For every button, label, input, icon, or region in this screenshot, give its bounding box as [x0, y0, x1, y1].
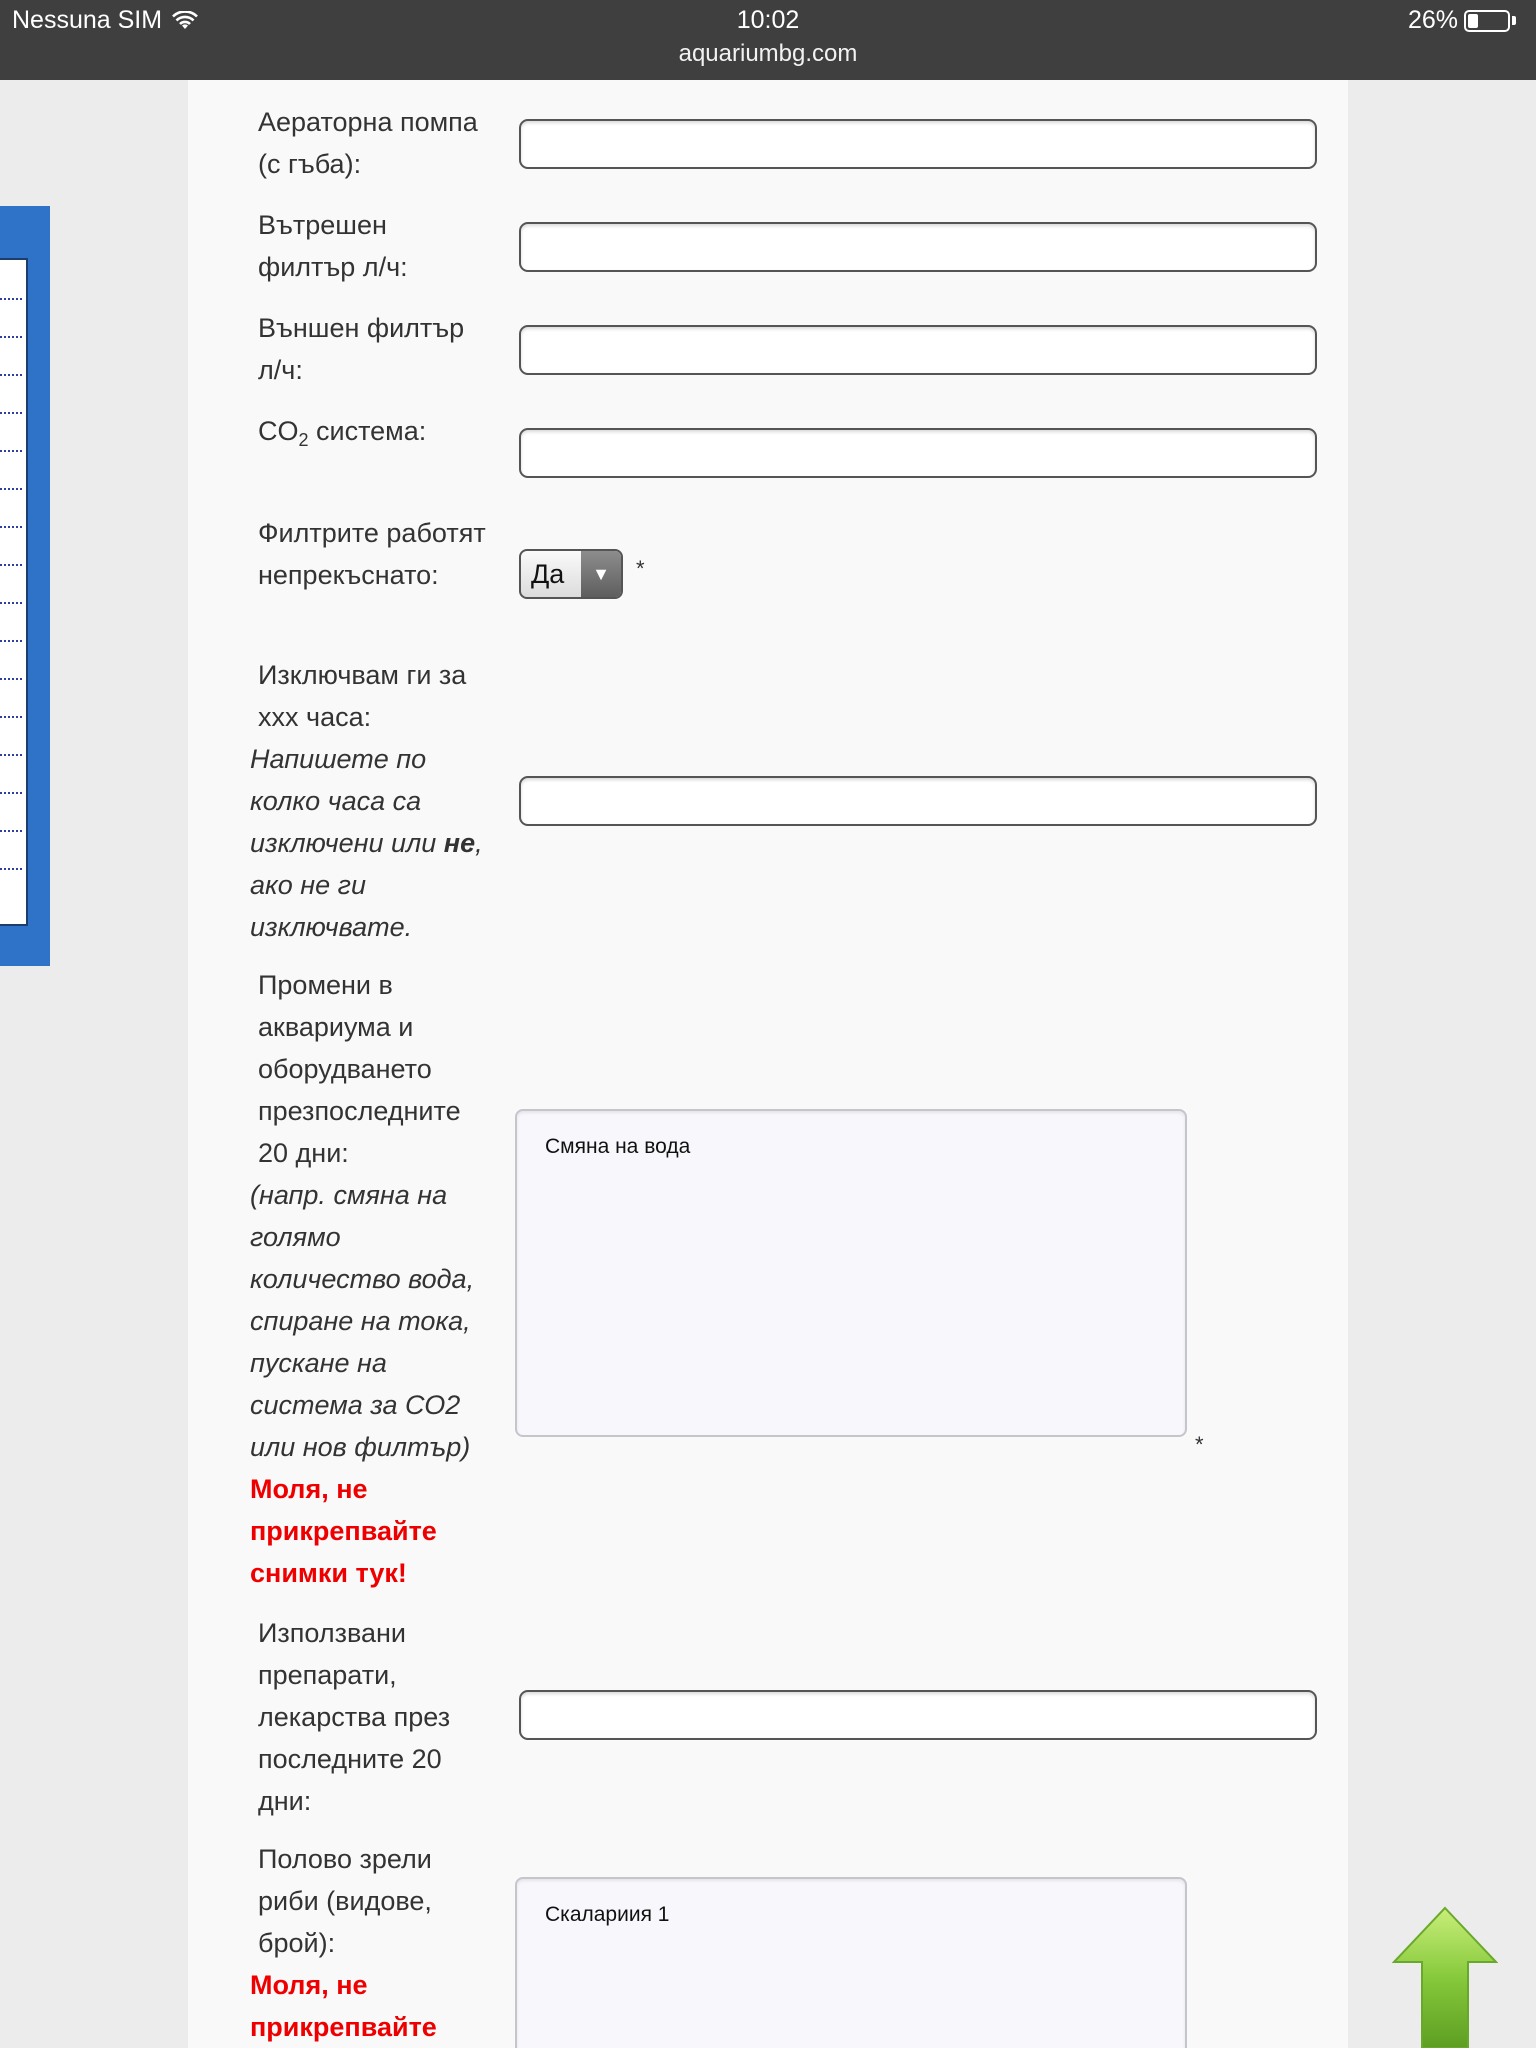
side-list-divider [0, 488, 22, 490]
side-widget-list [0, 258, 28, 926]
side-list-divider [0, 678, 22, 680]
internal-filter-label [250, 204, 490, 288]
side-list-divider [0, 412, 22, 414]
side-list-divider [0, 640, 22, 642]
changes-textarea[interactable]: Смяна на вода [515, 1109, 1187, 1437]
side-list-divider [0, 374, 22, 376]
carrier-label: Nessuna SIM [12, 6, 163, 34]
side-list-divider [0, 602, 22, 604]
switch-off-hint-part1: Напишете по колко часа са изключени или [250, 744, 444, 858]
side-list-divider [0, 526, 22, 528]
triangle-down-icon: ▼ [581, 551, 621, 597]
co2-label-subscript: 2 [298, 430, 309, 450]
battery-indicator [1408, 6, 1516, 35]
changes-hint: (напр. смяна на голямо количество вода, спиране на тока, пускане на система за СО2 или нов филтър) [250, 1180, 475, 1462]
internal-filter-input[interactable] [519, 222, 1317, 272]
status-bar [0, 0, 1536, 80]
preparations-label-text: Използвани препарати, лекарства през последните 20 дни: [258, 1618, 451, 1816]
changes-label-text: Промени в аквариума и оборудването презпоследните 20 дни: [258, 970, 461, 1168]
switch-off-hours-input[interactable] [519, 776, 1317, 826]
air-pump-input[interactable] [519, 119, 1317, 169]
side-list-divider [0, 792, 22, 794]
side-list-divider [0, 868, 22, 870]
required-mark: * [1195, 1432, 1204, 1457]
url-bar[interactable]: aquariumbg.com [678, 40, 858, 67]
mature-fish-label-text: Полово зрели риби (видове, брой): [258, 1844, 432, 1958]
clock: 10:02 [736, 6, 800, 34]
side-list-divider [0, 716, 22, 718]
air-pump-label-text: Аераторна помпа (с гъба): [258, 107, 478, 179]
external-filter-input[interactable] [519, 325, 1317, 375]
internal-filter-label-text: Вътрешен филтър л/ч: [258, 210, 408, 282]
side-list-divider [0, 830, 22, 832]
changes-label [250, 964, 490, 1594]
filters-continuous-label [250, 512, 490, 596]
side-list-divider [0, 336, 22, 338]
co2-system-input[interactable] [519, 428, 1317, 478]
switch-off-hint [250, 738, 490, 948]
co2-system-label-text [250, 410, 490, 461]
side-list-divider [0, 564, 22, 566]
battery-tip [1512, 16, 1516, 25]
switch-off-hint-part2: , ако не ги изключвате. [250, 828, 483, 942]
external-filter-label [250, 307, 490, 391]
switch-off-hint-bold: не [443, 828, 476, 858]
changes-warning: Моля, не прикрепвайте снимки тук! [250, 1474, 437, 1588]
required-mark: * [636, 556, 645, 581]
switch-off-label [250, 654, 490, 948]
co2-label-suffix: система: [308, 416, 427, 446]
side-navigation-widget[interactable] [0, 206, 50, 966]
side-list-divider [0, 754, 22, 756]
filters-continuous-select[interactable] [519, 549, 623, 599]
arrow-up-icon[interactable] [1392, 1906, 1498, 2048]
battery-percent: 26% [1407, 6, 1458, 34]
battery-fill [1468, 14, 1478, 28]
mature-fish-warning: Моля, не прикрепвайте [250, 1970, 437, 2042]
battery-icon [1464, 10, 1510, 32]
switch-off-label-text: Изключвам ги за ххх часа: [258, 660, 467, 732]
mature-fish-textarea[interactable]: Скалариия 1 [515, 1877, 1187, 2048]
preparations-label [250, 1612, 490, 1822]
mature-fish-label [250, 1838, 490, 2048]
external-filter-label-text: Външен филтър л/ч: [258, 313, 465, 385]
side-list-divider [0, 450, 22, 452]
side-list-divider [0, 298, 22, 300]
preparations-input[interactable] [519, 1690, 1317, 1740]
co2-system-label [250, 410, 490, 461]
select-value: Да [531, 559, 565, 589]
filters-continuous-label-text: Филтрите работят непрекъснато: [258, 518, 486, 590]
co2-label-prefix: CO [258, 416, 299, 446]
air-pump-label [250, 101, 490, 185]
